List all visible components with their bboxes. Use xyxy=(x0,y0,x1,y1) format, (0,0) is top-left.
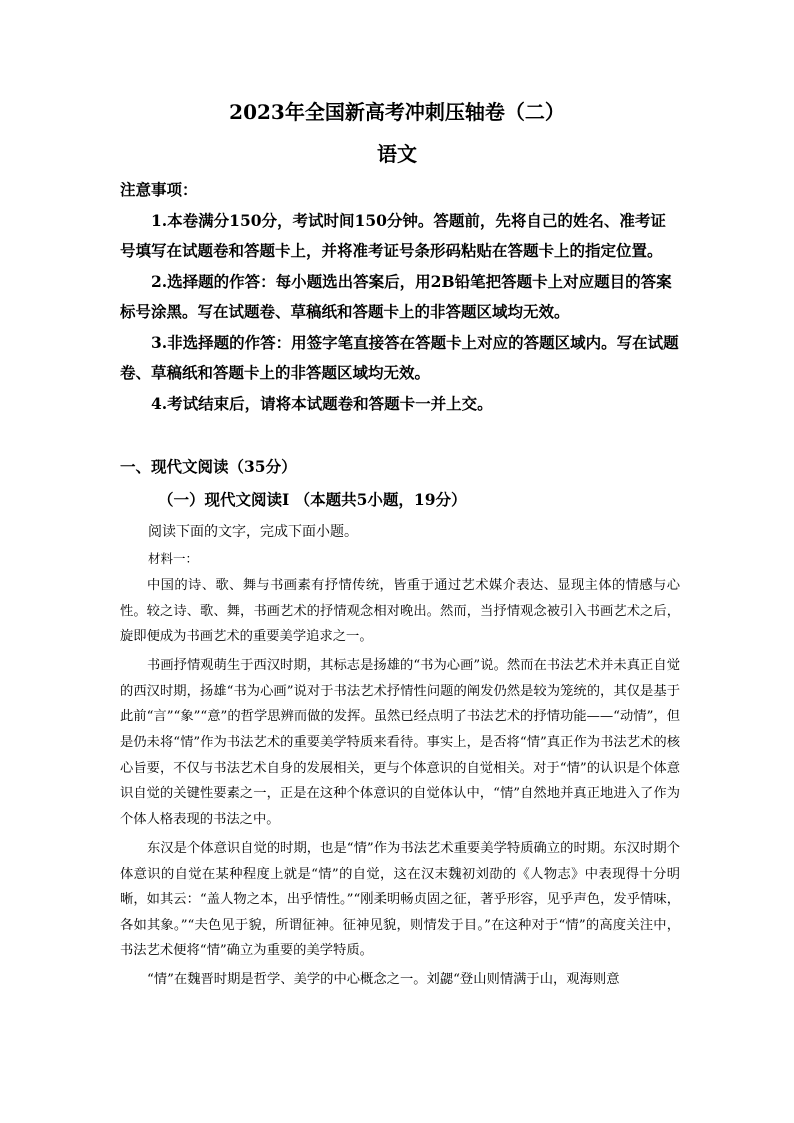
reading-passage xyxy=(120,573,680,997)
material-label: 材料一： xyxy=(148,551,199,566)
notes-item: 4.考试结束后，请将本试题卷和答题卡一并上交。 xyxy=(151,393,493,413)
passage-paragraph: 书画抒情观萌生于西汉时期，其标志是扬雄的“书为心画”说。然而在书法艺术并未真正自觉的西汉时期，扬雄“书为心画”说对于书法艺术抒情性问题的阐发仍然是较为笼统的，其仅是基于此前“言”“象”“意”的哲学思辨而做的发挥。虽然已经点明了书法艺术的抒情功能——“动情”，但是仍未将“情”作为书法艺术的重要美学特质来看待。事实上，是否将“情”真正作为书法艺术的核心旨要，不仅与书法艺术自身的发展相关，更与个体意识的自觉相关。对于“情”的认识是个体意识自觉的关键性要素之一，正是在这种个体意识的自觉体认中，“情”自然地并真正地进入了作为个体人格表现的书法之中。 xyxy=(120,658,680,827)
reading-instruction: 阅读下面的文字，完成下面小题。 xyxy=(148,524,358,540)
notes-heading: 注意事项： xyxy=(120,180,198,199)
passage-paragraph: 东汉是个体意识自觉的时期，也是“情”作为书法艺术重要美学特质确立的时期。东汉时期个体意识的自觉在某种程度上就是“情”的自觉，这在汉末魏初刘劭的《人物志》中表现得十分明晰，如其云：“盖人物之本，出乎情性。”“刚柔明畅贞固之征，著乎形容，见乎声色，发乎情味，各如其象。”“夫色见于貌，所谓征神。征神见貌，则情发于目。”在这种对于“情”的高度关注中，书法艺术便将“情”确立为重要的美学特质。 xyxy=(120,840,680,959)
document-title: 2023年全国新高考冲刺压轴卷（二） xyxy=(229,100,565,124)
notes-item: 3.非选择题的作答：用签字笔直接答在答题卡上对应的答题区域内。写在试题卷、草稿纸和答题卡上的非答题区域均无效。 xyxy=(120,332,679,382)
subsection-heading: （一）现代文阅读Ⅰ （本题共5小题，19分） xyxy=(158,490,467,509)
notes-item: 2.选择题的作答：每小题选出答案后，用2B铅笔把答题卡上对应题目的答案标号涂黑。写在试题卷、草稿纸和答题卡上的非答题区域均无效。 xyxy=(120,271,672,321)
passage-paragraph: 中国的诗、歌、舞与书画素有抒情传统，皆重于通过艺术媒介表达、显现主体的情感与心性。较之诗、歌、舞，书画艺术的抒情观念相对晚出。然而，当抒情观念被引入书画艺术之后，旋即便成为书画艺术的重要美学追求之一。 xyxy=(120,578,680,645)
section-heading: 一、现代文阅读（35分） xyxy=(120,457,297,476)
passage-paragraph: “情”在魏晋时期是哲学、美学的中心概念之一。刘勰“登山则情满于山，观海则意 xyxy=(147,972,620,988)
exam-notes xyxy=(120,175,680,419)
document-subject: 语文 xyxy=(377,142,417,166)
notes-item: 1.本卷满分150分，考试时间150分钟。答题前，先将自己的姓名、准考证号填写在试题卷和答题卡上，并将准考证号条形码粘贴在答题卡上的指定位置。 xyxy=(120,210,666,260)
